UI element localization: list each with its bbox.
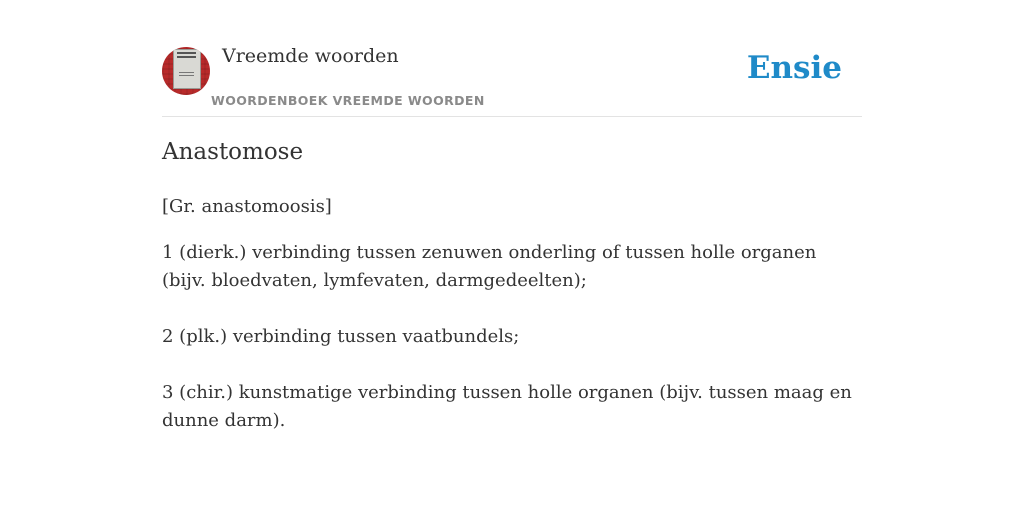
ensie-logo-link[interactable]: Ensie bbox=[746, 50, 842, 86]
book-cover-icon bbox=[173, 49, 201, 89]
dictionary-title-link[interactable]: Vreemde woorden bbox=[222, 45, 399, 67]
definition-item-2: 2 (plk.) verbinding tussen vaatbundels; bbox=[162, 326, 520, 347]
entry-definition bbox=[162, 239, 862, 463]
definition-item-1: 1 (dierk.) verbinding tussen zenuwen onderling of tussen holle organen (bijv. bloedvaten, lymfevaten, darmgedeelten); bbox=[162, 242, 817, 291]
dictionary-subtitle: WOORDENBOEK VREEMDE WOORDEN bbox=[211, 93, 485, 108]
dictionary-avatar[interactable] bbox=[162, 47, 210, 95]
entry-etymology: [Gr. anastomoosis] bbox=[162, 196, 332, 217]
page-container bbox=[162, 0, 862, 512]
header bbox=[162, 0, 862, 117]
entry-title: Anastomose bbox=[162, 139, 304, 165]
definition-item-3: 3 (chir.) kunstmatige verbinding tussen holle organen (bijv. tussen maag en dunne darm). bbox=[162, 382, 852, 431]
